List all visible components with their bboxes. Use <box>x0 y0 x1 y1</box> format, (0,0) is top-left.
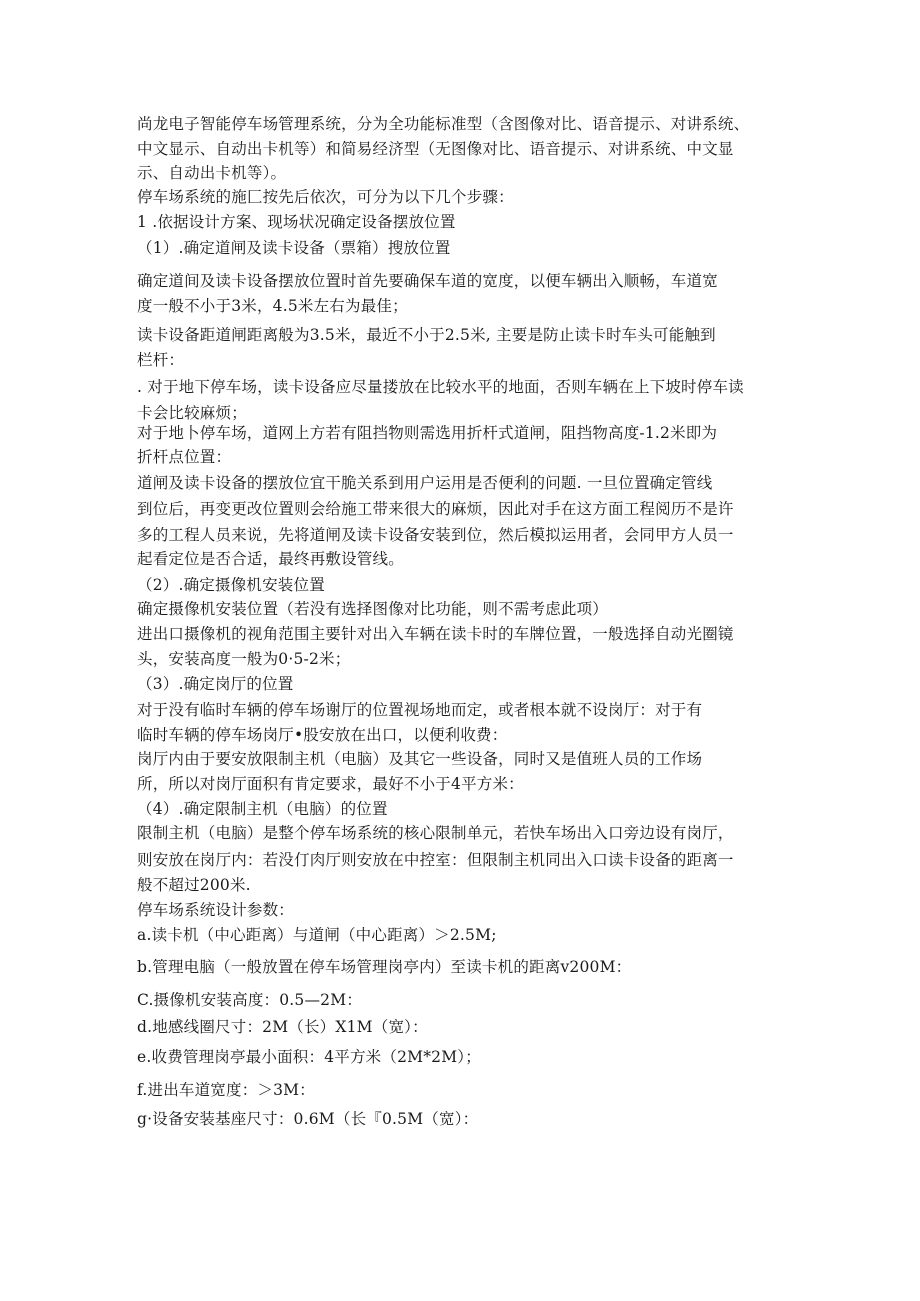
text-line: 临时车辆的停车场岗厅•股安放在出口，以便利收费： <box>137 726 508 744</box>
text-line: 进出口摄像机的视角范围主要针对出入车辆在读卡时的车牌位置，一般选择自动光圈镜 <box>137 625 734 643</box>
text-line: 岗厅内由于要安放限制主机（电脑）及其它一些设备，同时又是值班人员的工作场 <box>137 750 703 768</box>
text-line: 尚龙电子智能停车场管理系统，分为全功能标准型（含图像对比、语音提示、对讲系统、 <box>137 115 750 133</box>
text-line: 读卡设备距道闸距离般为3.5米，最近不小于2.5米, 主要是防止读卡时车头可能触到 <box>137 326 716 344</box>
text-line: 停车场系统设计参数： <box>137 901 295 919</box>
parameter-item: f.进出车道宽度：＞3M： <box>137 1081 315 1099</box>
section-heading: 1 .依据设计方案、现场状况确定设备摆放位置 <box>137 213 456 231</box>
text-line: 多的工程人员来说，先将道闸及读卡设备安装到位，然后模拟运用者，会同甲方人员一 <box>137 526 734 544</box>
text-line: 确定道间及读卡设备摆放位置时首先要确保车道的宽度，以便车辆出入顺畅，车道宽 <box>137 272 718 290</box>
text-line: 到位后，再变更改位置则会给施工带来很大的麻烦，因此对手在这方面工程阅历不是许 <box>137 500 734 518</box>
subsection-heading: （1）.确定道闸及读卡设备（票箱）搜放位置 <box>137 239 451 257</box>
text-line: 卡会比较麻烦； <box>137 404 247 422</box>
subsection-heading: （2）.确定摄像机安装位置 <box>137 576 325 594</box>
text-line: 限制主机（电脑）是整个停车场系统的核心限制单元，若快车场出入口旁边设有岗厅， <box>137 824 734 842</box>
text-line: 对于地卜停车场，道网上方若有阻挡物则需选用折杆式道闸，阻挡物高度-1.2米即为 <box>137 424 718 442</box>
text-line: 所，所以对岗厅面积有肯定要求，最好不小于4平方米： <box>137 775 524 793</box>
parameter-item: b.管理电脑（一般放置在停车场管理岗亭内）至读卡机的距离v200M： <box>137 958 632 976</box>
text-line: 停车场系统的施匚按先后依次，可分为以下几个步骤： <box>137 188 514 206</box>
text-line: . 对于地下停车场，读卡设备应尽量搂放在比较水平的地面，否则车辆在上下坡时停车读 <box>137 378 744 396</box>
text-line: 度一般不小于3米，4.5米左右为最佳； <box>137 297 408 315</box>
text-line: 确定摄像机安装位置（若没有选择图像对比功能，则不需考虑此项） <box>137 600 609 618</box>
parameter-item: d.地感线圈尺寸：2M（长）X1M（宽）： <box>137 1018 428 1036</box>
text-line: 示、自动出卡机等）。 <box>137 164 287 182</box>
text-line: 般不超过200米. <box>137 876 251 894</box>
text-line: 起看定位是否合适，最终再敷设管线。 <box>137 550 404 568</box>
text-line: 则安放在岗厅内：若没仃肉厅则安放在中控室：但限制主机同出入口读卡设备的距离一 <box>137 851 734 869</box>
parameter-item: e.收费管理岗亭最小面积：4平方米（2M*2M）； <box>137 1048 481 1066</box>
parameter-item: a.读卡机（中心距离）与道闸（中心距离）＞2.5M; <box>137 926 497 944</box>
subsection-heading: （3）.确定岗厅的位置 <box>137 675 294 693</box>
text-line: 中文显示、自动出卡机等）和简易经济型（无图像对比、语音提示、对讲系统、中文显 <box>137 140 734 158</box>
text-line: 道闸及读卡设备的摆放位宜干脆关系到用户运用是否便利的问题. 一旦位置确定管线 <box>137 474 713 492</box>
parameter-item: g·设备安装基座尺寸：0.6M（长『0.5M（宽）： <box>137 1110 479 1128</box>
parameter-item: C.摄像机安装高度：0.5—2M： <box>137 991 363 1009</box>
subsection-heading: （4）.确定限制主机（电脑）的位置 <box>137 800 388 818</box>
text-line: 折杆点位置： <box>137 448 232 466</box>
text-line: 头，安装高度一般为0·5-2米； <box>137 650 351 668</box>
text-line: 栏杆： <box>137 351 185 369</box>
text-line: 对于没有临时车辆的停车场谢厅的位置视场地而定，或者根本就不设岗厅：对于有 <box>137 701 703 719</box>
